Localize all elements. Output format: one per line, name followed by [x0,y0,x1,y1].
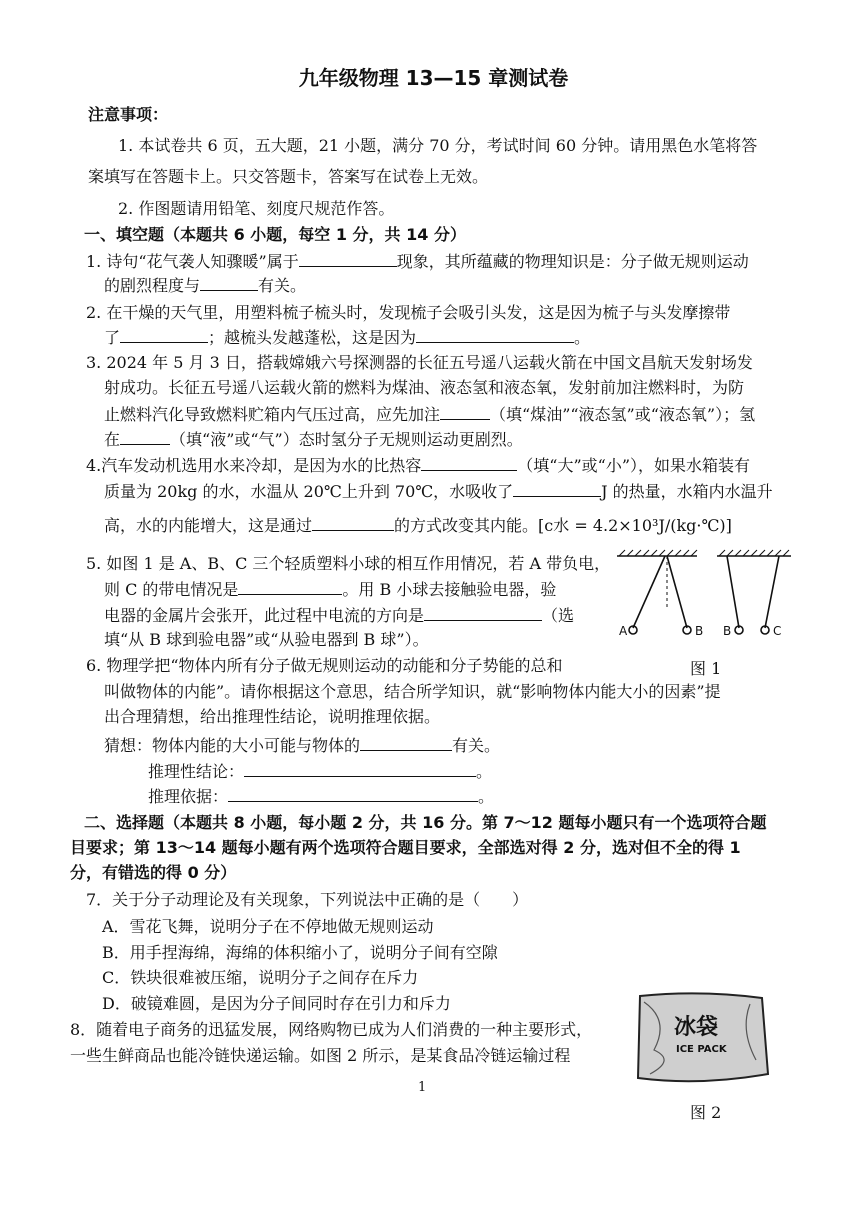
answer-blank[interactable] [120,428,170,445]
q2-text-b: 了 [104,328,121,347]
q4-text-a: 4.汽车发动机选用水来冷却，是因为水的比热容 [86,456,422,475]
figure-2-caption: 图 2 [690,1103,722,1122]
question-3: 3. 2024 年 5 月 3 日，搭载嫦娥六号探测器的长征五号遥八运载火箭在中国文昌航天发射场发 [86,353,753,372]
notice-line-3: 2. 作图题请用铅笔、刻度尺规范作答。 [118,199,395,218]
bag-label-en: ICE PACK [676,1044,727,1055]
section2-heading-3: 分，有错选的得 0 分） [70,863,237,882]
section1-heading: 一、填空题（本题共 6 小题，每空 1 分，共 14 分） [84,225,466,244]
answer-blank[interactable] [228,785,478,802]
answer-blank[interactable] [244,760,476,777]
q1-text-b: 现象，其所蕴藏的物理知识是：分子做无规则运动 [396,252,749,271]
q6-text-g: 推理依据： [148,787,229,806]
q4-formula: [c水 = 4.2×10³J/(kg·℃)] [538,516,732,535]
exam-title: 九年级物理 13—15 章测试卷 [298,66,569,90]
q4-text-b: （填“大”或“小”），如果水箱装有 [517,456,751,475]
answer-blank[interactable] [238,578,342,595]
question-6-line3: 出合理猜想，给出推理性结论，说明推理依据。 [104,707,441,726]
q1-text-a: 1. 诗句“花气袭人知骤暖”属于 [86,252,299,271]
question-6-hypothesis [104,734,500,757]
q6-text-e: 有关。 [452,736,501,755]
q3-text-e: 在 [104,430,121,449]
q3-text-c: 止燃料汽化导致燃料贮箱内气压过高，应先加注 [104,405,441,424]
question-6-line2: 叫做物体的内能”。请你根据这个意思，结合所学知识，就“影响物体内能大小的因素”提 [104,682,721,701]
question-8-line2: 一些生鲜商品也能冷链快递运输。如图 2 所示，是某食品冷链运输过程 [70,1046,571,1065]
q1-text-d: 有关。 [258,276,307,295]
answer-blank[interactable] [416,326,574,343]
answer-blank[interactable] [424,604,542,621]
q5-text-b: 则 C 的带电情况是 [104,580,239,599]
q5-text-e: （选 [542,606,575,625]
figure-1-caption: 图 1 [690,659,722,678]
question-1 [86,250,749,273]
thread-B1 [667,556,687,628]
answer-blank[interactable] [360,734,452,751]
notice-line-2: 案填写在答题卡上。只交答题卡，答案写在试卷上无效。 [88,167,489,186]
question-8: 8．随着电子商务的迅猛发展，网络购物已成为人们消费的一种主要形式， [70,1020,593,1039]
hatch-right [719,550,789,556]
q7-option-d[interactable]: D．破镜难圆，是因为分子间同时存在引力和斥力 [102,994,451,1013]
question-4-line3 [104,514,732,537]
answer-blank[interactable] [421,454,517,471]
answer-blank[interactable] [513,480,601,497]
answer-blank[interactable] [200,274,258,291]
label-A: A [619,624,628,638]
question-2-cont [104,326,590,349]
q1-text-c: 的剧烈程度与 [104,276,201,295]
notice-heading: 注意事项： [88,105,169,124]
q6-text-f: 推理性结论： [148,762,245,781]
q6-end-2: 。 [478,787,495,806]
figure-1 [615,548,795,648]
answer-blank[interactable] [120,326,208,343]
question-3-line4 [104,428,523,451]
question-6-basis [148,785,494,808]
question-3-line3 [104,403,755,426]
q3-text-d: （填“煤油”“液态氢”或“液态氧”）；氢 [490,405,756,424]
q2-text-d: 。 [574,328,591,347]
question-1-cont [104,274,306,297]
q4-text-f: 的方式改变其内能。 [394,516,539,535]
q6-end-1: 。 [476,762,493,781]
question-5-line4: 填“从 B 球到验电器”或“从验电器到 B 球”）。 [104,630,429,649]
question-5-line2 [104,578,556,601]
q4-text-e: 高，水的内能增大，这是通过 [104,516,313,535]
question-7: 7．关于分子动理论及有关现象，下列说法中正确的是（ ） [86,890,529,909]
section2-heading-1: 二、选择题（本题共 8 小题，每小题 2 分，共 16 分。第 7～12 题每小题只有一个选项符合题 [84,813,767,832]
page-number: 1 [418,1080,427,1095]
thread-B2 [727,556,739,628]
q5-text-c: 。用 B 小球去接触验电器，验 [342,580,557,599]
answer-blank[interactable] [299,250,397,267]
question-6: 6. 物理学把“物体内所有分子做无规则运动的动能和分子势能的总和 [86,656,563,675]
q6-text-d: 猜想：物体内能的大小可能与物体的 [104,736,361,755]
q7-option-c[interactable]: C．铁块很难被压缩，说明分子之间存在斥力 [102,968,419,987]
answer-blank[interactable] [440,403,490,420]
q7-option-a[interactable]: A．雪花飞舞，说明分子在不停地做无规则运动 [102,917,434,936]
notice-line-1: 1. 本试卷共 6 页，五大题，21 小题，满分 70 分，考试时间 60 分钟。请用黑色水笔将答 [118,136,758,155]
thread-A [633,556,665,628]
hatch-left [619,550,697,556]
question-5: 5. 如图 1 是 A、B、C 三个轻质塑料小球的相互作用情况，若 A 带负电， [86,554,611,573]
label-B1: B [695,624,704,638]
q2-text-c: ；越梳头发越蓬松，这是因为 [208,328,417,347]
question-6-conclusion [148,760,492,783]
question-4-line2 [104,480,773,503]
question-5-line3 [104,604,574,627]
bag-label-cn: 冰袋 [674,1015,719,1040]
q7-option-b[interactable]: B．用手捏海绵，海绵的体积缩小了，说明分子间有空隙 [102,943,498,962]
answer-blank[interactable] [312,514,394,531]
question-2: 2. 在干燥的天气里，用塑料梳子梳头时，发现梳子会吸引头发，这是因为梳子与头发摩擦带 [86,303,731,322]
thread-C [765,556,779,628]
label-C: C [773,624,782,638]
q4-text-d: J 的热量，水箱内水温升 [601,482,773,501]
q5-text-d: 电器的金属片会张开，此过程中电流的方向是 [104,606,425,625]
section2-heading-2: 目要求；第 13～14 题每小题有两个选项符合题目要求，全部选对得 2 分，选对但不全的得 1 [70,838,741,857]
q3-text-f: （填“液”或“气”）态时氢分子无规则运动更剧烈。 [170,430,523,449]
question-3-line2: 射成功。长征五号遥八运载火箭的燃料为煤油、液态氢和液态氧，发射前加注燃料时，为防 [104,378,745,397]
q4-text-c: 质量为 20kg 的水，水温从 20℃上升到 70℃，水吸收了 [104,482,514,501]
label-B2: B [723,624,732,638]
figure-2-ice-pack [630,990,770,1090]
question-4 [86,454,750,477]
